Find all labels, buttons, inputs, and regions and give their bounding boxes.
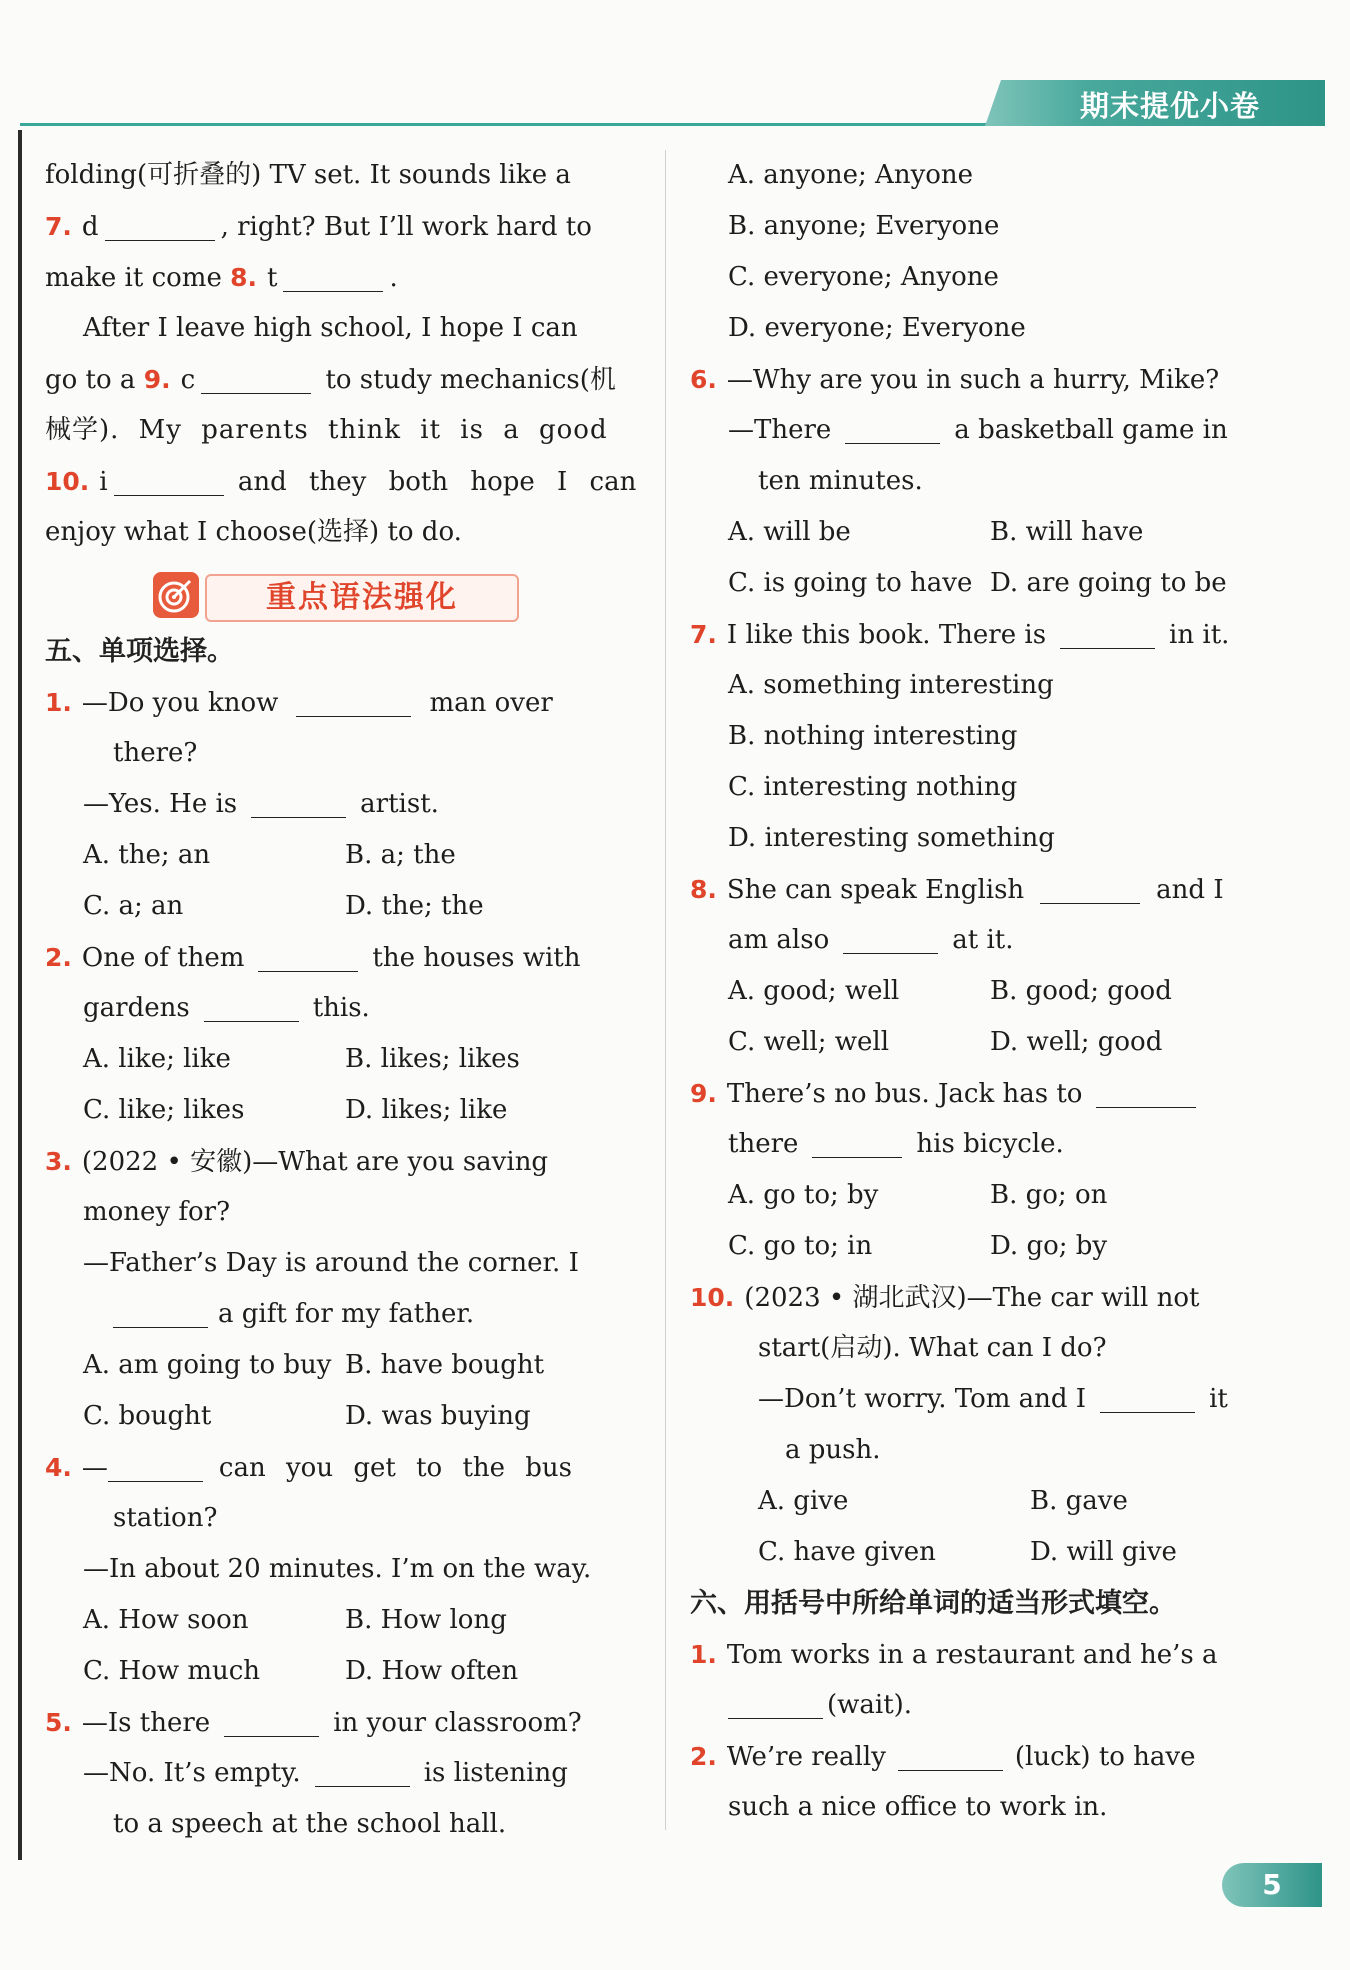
question-line: gardens this. (45, 983, 635, 1034)
option-row (690, 966, 1280, 1017)
option[interactable]: B. gave (1030, 1486, 1128, 1516)
question-line: (wait). (690, 1680, 1280, 1731)
page-number: 5 (1222, 1863, 1322, 1907)
option[interactable]: A. something interesting (728, 670, 1054, 700)
binding-edge (18, 130, 22, 1860)
option-row (690, 558, 1280, 609)
column-divider (665, 150, 666, 1830)
target-icon (153, 572, 199, 618)
option-row (690, 1221, 1280, 1272)
answer-blank[interactable] (201, 361, 311, 394)
answer-blank[interactable] (105, 208, 215, 241)
option[interactable]: D. How often (345, 1656, 519, 1686)
passage-line: make it come 8. t . (45, 252, 635, 303)
question-6: 6. —Why are you in such a hurry, Mike? (690, 365, 1220, 395)
option[interactable]: D. the; the (345, 891, 484, 921)
option-row (690, 252, 1280, 303)
option-row (690, 813, 1280, 864)
question-line: am also at it. (690, 915, 1280, 966)
option-row (690, 1527, 1280, 1578)
question-line: —Father’s Day is around the corner. I (83, 1248, 579, 1278)
question-line: —No. It’s empty. is listening (45, 1748, 635, 1799)
left-column (45, 150, 635, 1850)
option-row (45, 830, 635, 881)
answer-blank[interactable] (315, 1754, 410, 1787)
option-row (45, 1034, 635, 1085)
option[interactable]: A. like; like (83, 1044, 231, 1074)
answer-blank[interactable] (258, 939, 358, 972)
option[interactable]: C. everyone; Anyone (728, 262, 999, 292)
option[interactable]: B. have bought (345, 1350, 545, 1380)
banner-box (205, 574, 519, 622)
option[interactable]: C. bought (83, 1401, 212, 1431)
header-title: 期末提优小卷 (1080, 89, 1261, 123)
option-row (690, 1017, 1280, 1068)
question-line: start(启动). What can I do? (758, 1333, 1107, 1363)
option-row (690, 1170, 1280, 1221)
answer-blank[interactable] (1060, 616, 1155, 649)
answer-blank[interactable] (224, 1704, 319, 1737)
option[interactable]: D. everyone; Everyone (728, 313, 1026, 343)
option[interactable]: B. will have (990, 517, 1144, 547)
option[interactable]: D. was buying (345, 1401, 531, 1431)
answer-blank[interactable] (204, 989, 299, 1022)
question-line: —Don’t worry. Tom and I it (690, 1374, 1280, 1425)
question-line: a gift for my father. (45, 1289, 635, 1340)
question-1: 1. —Do you know man over (45, 677, 635, 728)
option[interactable]: B. anyone; Everyone (728, 211, 1000, 241)
option-row (690, 660, 1280, 711)
question-line: ten minutes. (758, 466, 923, 496)
option[interactable]: A. give (758, 1486, 849, 1516)
answer-blank[interactable] (108, 1449, 203, 1482)
option[interactable]: A. go to; by (728, 1180, 879, 1210)
option[interactable]: C. like; likes (83, 1095, 245, 1125)
fill-question-2: 2. We’re really (luck) to have (690, 1731, 1280, 1782)
question-line: station? (113, 1503, 218, 1533)
option-row (690, 303, 1280, 354)
option-row (45, 1646, 635, 1697)
option-row (45, 881, 635, 932)
option[interactable]: B. likes; likes (345, 1044, 520, 1074)
passage-line: 械学). My parents think it is a good (45, 415, 608, 445)
option-row (690, 1476, 1280, 1527)
option[interactable]: D. likes; like (345, 1095, 508, 1125)
option-row (45, 1340, 635, 1391)
question-5: 5. —Is there in your classroom? (45, 1697, 635, 1748)
option[interactable]: B. good; good (990, 976, 1172, 1006)
question-10: 10. (2023 • 湖北武汉)—The car will not (690, 1283, 1200, 1313)
option[interactable]: B. nothing interesting (728, 721, 1018, 751)
option[interactable]: A. the; an (83, 840, 211, 870)
question-3: 3. (2022 • 安徽)—What are you saving (45, 1147, 549, 1177)
question-line: such a nice office to work in. (728, 1792, 1108, 1822)
passage-line: After I leave high school, I hope I can (83, 313, 578, 343)
right-column (690, 150, 1280, 1833)
passage-line: folding(可折叠的) TV set. It sounds like a (45, 160, 571, 190)
option[interactable]: A. How soon (83, 1605, 249, 1635)
answer-blank[interactable] (1040, 871, 1140, 904)
question-line: there his bicycle. (690, 1119, 1280, 1170)
section-banner (45, 562, 635, 620)
answer-blank[interactable] (845, 411, 940, 444)
answer-blank[interactable] (1096, 1075, 1196, 1108)
answer-blank[interactable] (296, 684, 411, 717)
question-line: a push. (785, 1435, 881, 1465)
option[interactable]: B. How long (345, 1605, 507, 1635)
question-8: 8. She can speak English and I (690, 864, 1280, 915)
option-row (690, 762, 1280, 813)
question-7: 7. I like this book. There is in it. (690, 609, 1280, 660)
option-row (690, 711, 1280, 762)
option-row (690, 201, 1280, 252)
option[interactable]: B. go; on (990, 1180, 1108, 1210)
option[interactable]: A. anyone; Anyone (728, 160, 974, 190)
answer-blank[interactable] (251, 785, 346, 818)
question-line: to a speech at the school hall. (113, 1809, 507, 1839)
answer-blank[interactable] (113, 1295, 208, 1328)
option[interactable]: C. have given (758, 1537, 936, 1567)
section5-heading: 五、单项选择。 (45, 636, 234, 667)
option-row (45, 1595, 635, 1646)
question-line: money for? (83, 1197, 231, 1227)
option[interactable]: B. a; the (345, 840, 456, 870)
question-4: 4. — can you get to the bus (45, 1442, 635, 1493)
option[interactable]: C. a; an (83, 891, 184, 921)
question-line: —There a basketball game in (690, 405, 1280, 456)
answer-blank[interactable] (843, 921, 938, 954)
passage-line: go to a 9. c to study mechanics(机 (45, 354, 635, 405)
option[interactable]: C. How much (83, 1656, 261, 1686)
passage-line: enjoy what I choose(选择) to do. (45, 517, 462, 547)
option[interactable]: D. well; good (990, 1027, 1163, 1057)
option[interactable]: A. good; well (728, 976, 900, 1006)
option[interactable]: C. go to; in (728, 1231, 873, 1261)
question-line: —Yes. He is artist. (45, 779, 635, 830)
option-row (45, 1391, 635, 1442)
passage-line: 10. i and they both hope I can (45, 456, 635, 507)
answer-blank[interactable] (114, 463, 224, 496)
answer-blank[interactable] (1100, 1380, 1195, 1413)
option[interactable]: D. are going to be (990, 568, 1227, 598)
answer-blank[interactable] (283, 259, 383, 292)
question-line: there? (113, 738, 198, 768)
answer-blank[interactable] (728, 1686, 823, 1719)
option[interactable]: A. will be (728, 517, 851, 547)
option-row (690, 150, 1280, 201)
option[interactable]: D. interesting something (728, 823, 1055, 853)
option-row (45, 1085, 635, 1136)
option[interactable]: C. well; well (728, 1027, 890, 1057)
section6-heading: 六、用括号中所给单词的适当形式填空。 (690, 1588, 1176, 1619)
option[interactable]: C. is going to have (728, 568, 973, 598)
fill-question-1: 1. Tom works in a restaurant and he’s a (690, 1640, 1218, 1670)
question-line: —In about 20 minutes. I’m on the way. (83, 1554, 592, 1584)
option[interactable]: D. will give (1030, 1537, 1177, 1567)
answer-blank[interactable] (898, 1738, 1003, 1771)
option[interactable]: D. go; by (990, 1231, 1108, 1261)
option-row (690, 507, 1280, 558)
question-9: 9. There’s no bus. Jack has to (690, 1068, 1280, 1119)
option[interactable]: A. am going to buy (83, 1350, 332, 1380)
question-2: 2. One of them the houses with (45, 932, 635, 983)
passage-line: 7. d , right? But I’ll work hard to (45, 201, 635, 252)
option[interactable]: C. interesting nothing (728, 772, 1018, 802)
answer-blank[interactable] (812, 1125, 902, 1158)
banner-title: 重点语法强化 (266, 580, 458, 615)
